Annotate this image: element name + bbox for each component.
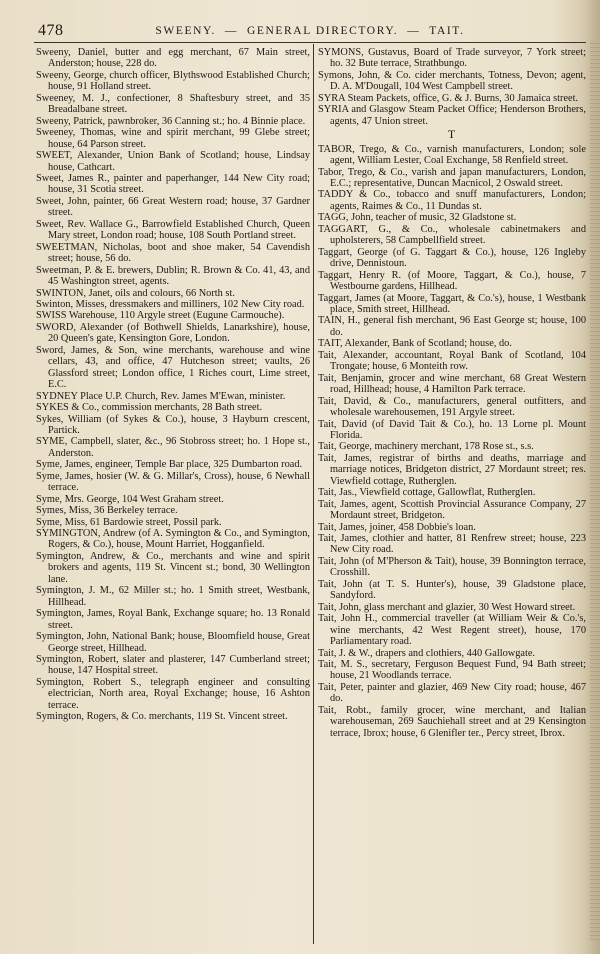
directory-entry: Tait, John (at T. S. Hunter's), house, 39 Gladstone place, Sandyford. <box>318 578 586 602</box>
directory-entry: Swinton, Misses, dressmakers and milliners, 102 New City road. <box>36 298 305 310</box>
page-number: 478 <box>38 22 64 39</box>
directory-entry: SYMONS, Gustavus, Board of Trade surveyor, 7 York street; ho. 32 Bute terrace, Strathbungo. <box>318 47 586 70</box>
directory-entry: Symington, J. M., 62 Miller st.; ho. 1 Smith street, Westbank, Hillhead. <box>36 585 310 608</box>
section-letter-heading: T <box>447 127 457 142</box>
directory-entry: Sword, James, & Son, wine merchants, warehouse and wine cellars, 43, and office, 47 Hutcheson street; vaults, 26 Glassford street; London office, 1 Riches court, Lime street, E.C. <box>36 344 310 391</box>
directory-entry: Tait, John (of M'Pherson & Tait), house, 39 Bonnington terrace, Crosshill. <box>318 555 586 579</box>
directory-entry: Syme, James, engineer, Temple Bar place, 325 Dumbarton road. <box>36 459 303 471</box>
directory-entry: Tait, James, registrar of births and deaths, marriage and marriage notices, Bridgeton district, 27 Mordaunt street; res. Viewfield cottage, Rutherglen. <box>318 452 586 487</box>
directory-entry: Sweet, James R., painter and paperhanger, 144 New City road; house, 31 Scotia street. <box>36 172 310 196</box>
directory-entry: Tait, David (of David Tait & Co.), ho. 13 Lorne pl. Mount Florida. <box>318 418 586 441</box>
directory-entry: TAIT, Alexander, Bank of Scotland; house, do. <box>318 338 512 350</box>
directory-entry: Sweet, Rev. Wallace G., Barrowfield Established Church, Queen Mary street, London road; house, 108 South Portland street. <box>36 218 310 242</box>
directory-entry: TAGGART, G., & Co., wholesale cabinetmakers and upholsterers, 58 Campbellfield street. <box>318 223 586 247</box>
directory-entry: Taggart, George (of G. Taggart & Co.), house, 126 Ingleby drive, Dennistoun. <box>318 246 586 270</box>
directory-entry: Taggart, James (at Moore, Taggart, & Co.'s), house, 1 Westbank place, Smith street, Hillhead. <box>318 292 586 315</box>
column-divider <box>313 44 314 944</box>
running-title-center: GENERAL DIRECTORY. <box>246 25 399 37</box>
directory-entry: Tait, M. S., secretary, Ferguson Bequest Fund, 94 Bath street; house, 21 Woodlands terrace. <box>318 659 586 682</box>
directory-entry: Tait, James, agent, Scottish Provincial Assurance Company, 27 Mordaunt street, Bridgeton. <box>318 498 586 522</box>
directory-entry: Tait, James, joiner, 458 Dobbie's loan. <box>318 521 476 533</box>
directory-entry: TAIN, H., general fish merchant, 96 East George st; house, 100 do. <box>318 315 586 338</box>
running-title-left: SWEENY. <box>155 25 216 37</box>
directory-entry: Sweeney, Thomas, wine and spirit merchant, 99 Glebe street; house, 64 Parson street. <box>36 127 310 150</box>
directory-entry: Symington, Robert S., telegraph engineer and consulting electrician, North area, Royal Exchange; house, 16 Ashton terrace. <box>36 676 310 711</box>
directory-entry: Symons, John, & Co. cider merchants, Totness, Devon; agent, D. A. M'Dougall, 104 West Campbell street. <box>318 69 586 93</box>
directory-entry: Sweeny, Daniel, butter and egg merchant, 67 Main street, Anderston; house, 228 do. <box>36 47 310 70</box>
page-edge <box>590 40 600 940</box>
directory-entry: Symington, Rogers, & Co. merchants, 119 St. Vincent street. <box>36 711 288 723</box>
directory-entry: Taggart, Henry R. (of Moore, Taggart, & Co.), house, 7 Westbourne gardens, Hillhead. <box>318 269 586 293</box>
directory-entry: SWEET, Alexander, Union Bank of Scotland; house, Lindsay house, Cathcart. <box>36 150 310 173</box>
directory-entry: Sweet, John, painter, 66 Great Western road; house, 37 Gardner street. <box>36 195 310 219</box>
directory-entry: SYME, Campbell, slater, &c., 96 Stobross street; ho. 1 Hope st., Anderston. <box>36 436 310 459</box>
directory-entry: Sweeney, M. J., confectioner, 8 Shaftesbury street, and 35 Breadalbane street. <box>36 92 310 116</box>
right-column <box>318 47 586 947</box>
directory-entry: TABOR, Trego, & Co., varnish manufacturers, London; sole agent, William Lester, Coal Exchange, 58 Renfield street. <box>318 143 586 167</box>
page-header <box>34 22 586 43</box>
directory-entry: Tait, James, clothier and hatter, 81 Renfrew street; house, 223 New City road. <box>318 533 586 556</box>
directory-entry: Tait, Robt., family grocer, wine merchant, and Italian warehouseman, 269 Sauchiehall street and at 29 Kensington terrace, Ibrox; house, 6 Glenifler ter., Percy street, Ibrox. <box>318 704 586 739</box>
directory-entry: SYDNEY Place U.P. Church, Rev. James M'Ewan, minister. <box>36 390 286 402</box>
directory-entry: Symes, Miss, 36 Berkeley terrace. <box>36 505 178 517</box>
directory-entry: Tait, John, glass merchant and glazier, 30 West Howard street. <box>318 601 576 613</box>
directory-entry: Syme, James, hosier (W. & G. Millar's, Cross), house, 6 Newhall terrace. <box>36 470 310 494</box>
directory-entry: SYRIA and Glasgow Steam Packet Office; Henderson Brothers, agents, 47 Union street. <box>318 104 586 127</box>
directory-entry: SWINTON, Janet, oils and colours, 66 North st. <box>36 287 235 299</box>
directory-entry: Tabor, Trego, & Co., varish and japan manufacturers, London, E.C.; representative, Duncan Macnicol, 2 Oswald street. <box>318 166 586 189</box>
directory-entry: Tait, John H., commercial traveller (at William Weir & Co.'s, wine merchants, 42 West Regent street), house, 170 Parliamentary road. <box>318 613 586 648</box>
left-column <box>36 47 310 947</box>
directory-entry: Tait, George, machinery merchant, 178 Rose st., s.s. <box>318 441 534 453</box>
directory-entry: SYRA Steam Packets, office, G. & J. Burns, 30 Jamaica street. <box>318 92 579 104</box>
directory-entry: Tait, David, & Co., manufacturers, general outfitters, and wholesale warehousemen, 191 Argyle street. <box>318 395 586 419</box>
directory-entry: Symington, John, National Bank; house, Bloomfield house, Great George street, Hillhead. <box>36 631 310 654</box>
directory-entry: TADDY & Co., tobacco and snuff manufacturers, London; agents, Raimes & Co., 11 Dundas st. <box>318 189 586 212</box>
directory-entry: TAGG, John, teacher of music, 32 Gladstone st. <box>318 212 517 224</box>
directory-entry: SYMINGTON, Andrew (of A. Symington & Co., and Symington, Rogers, & Co.), house, Mount Harriet, Hogganfield. <box>36 528 310 551</box>
directory-entry: Tait, Benjamin, grocer and wine merchant, 68 Great Western road, Hillhead; house, 4 Hamilton Park terrace. <box>318 372 586 396</box>
directory-entry: Sykes, William (of Sykes & Co.), house, 3 Hayburn crescent, Partick. <box>36 413 310 436</box>
directory-entry: Syme, Mrs. George, 104 West Graham street. <box>36 493 224 505</box>
directory-entry: SWORD, Alexander (of Bothwell Shields, Lanarkshire), house, 20 Queen's gate, Kensington Gore, London. <box>36 321 310 345</box>
directory-entry: Tait, Alexander, accountant, Royal Bank of Scotland, 104 Trongate; house, 6 Monteith row. <box>318 349 586 373</box>
directory-entry: Sweetman, P. & E. brewers, Dublin; R. Brown & Co. 41, 43, and 45 Washington street, agents. <box>36 264 310 288</box>
directory-entry: SWISS Warehouse, 110 Argyle street (Eugune Carmouche). <box>36 310 285 322</box>
directory-entry: Symington, Robert, slater and plasterer, 147 Cumberland street; house, 147 Hospital street. <box>36 654 310 677</box>
directory-entry: SYKES & Co., commission merchants, 28 Bath street. <box>36 402 263 414</box>
directory-entry: Tait, Peter, painter and glazier, 469 New City road; house, 467 do. <box>318 681 586 705</box>
directory-entry: Tait, J. & W., drapers and clothiers, 440 Gallowgate. <box>318 647 536 659</box>
directory-entry: Sweeny, Patrick, pawnbroker, 36 Canning st.; ho. 4 Binnie place. <box>36 115 306 127</box>
running-title: SWEENY. — GENERAL DIRECTORY. — TAIT. <box>155 25 465 37</box>
directory-entry: Tait, Jas., Viewfield cottage, Gallowflat, Rutherglen. <box>318 487 536 499</box>
running-title-right: TAIT. <box>429 25 465 37</box>
directory-entry: Syme, Miss, 61 Bardowie street, Possil park. <box>36 516 222 528</box>
directory-entry: Symington, James, Royal Bank, Exchange square; ho. 13 Ronald street. <box>36 608 310 631</box>
directory-entry: Symington, Andrew, & Co., merchants and wine and spirit brokers and agents, 119 St. Vincent st.; bond, 30 Wellington lane. <box>36 550 310 585</box>
directory-entry: SWEETMAN, Nicholas, boot and shoe maker, 54 Cavendish street; house, 56 do. <box>36 241 310 265</box>
directory-entry: Sweeny, George, church officer, Blythswood Established Church; house, 91 Holland street. <box>36 69 310 93</box>
